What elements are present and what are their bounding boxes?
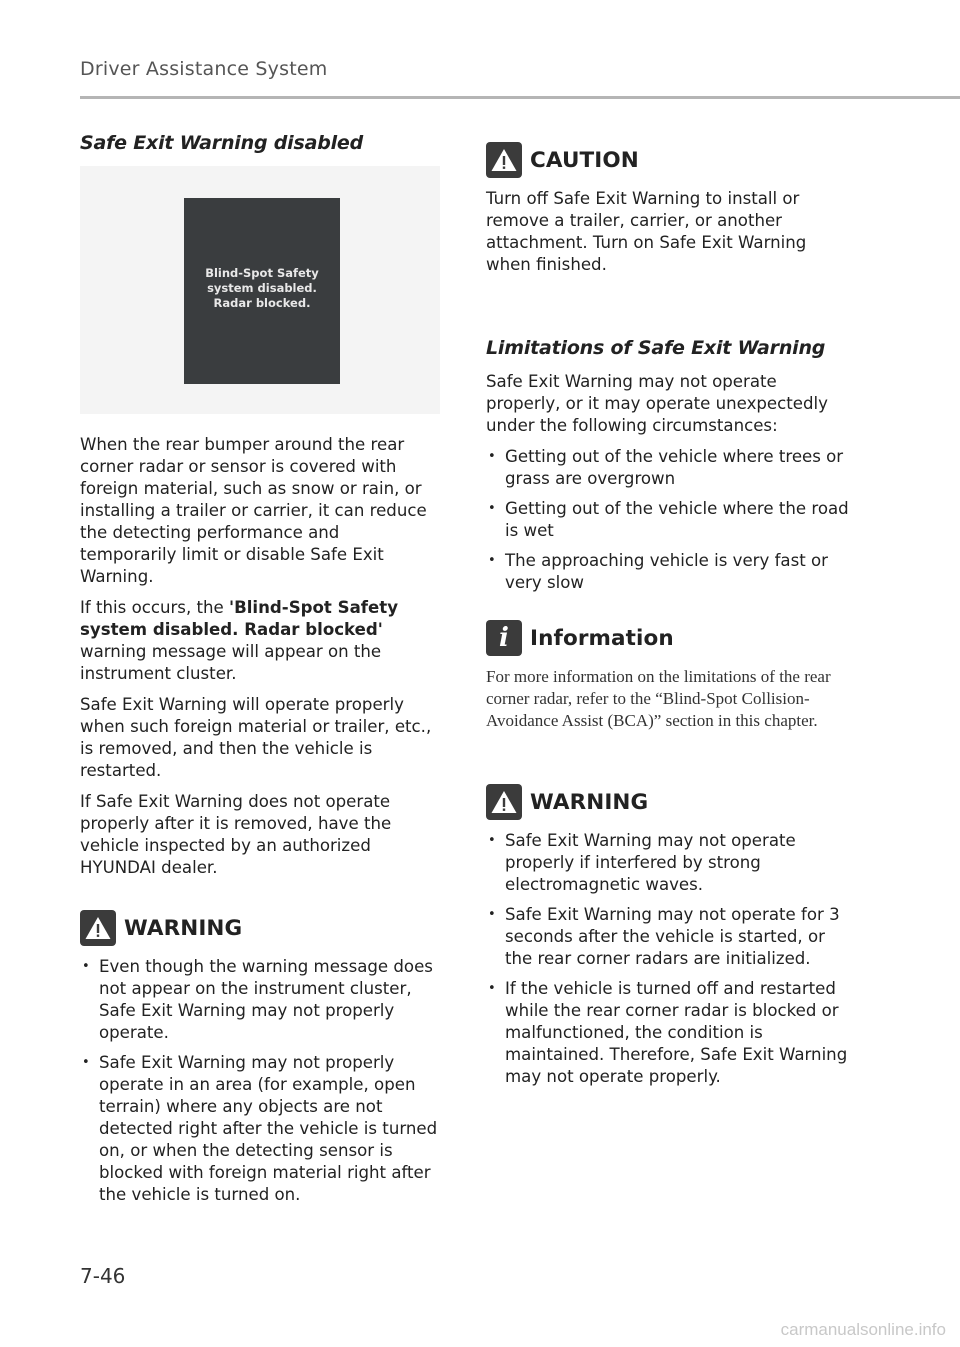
warning-triangle-icon xyxy=(486,142,522,178)
header-divider xyxy=(80,96,960,99)
section-title-disabled: Safe Exit Warning disabled xyxy=(80,132,364,154)
paragraph-restart: Safe Exit Warning will operate properly when such foreign material or trailer, etc., is removed, and then the vehicle is restarted. xyxy=(80,695,432,780)
page-header-title: Driver Assistance System xyxy=(80,58,328,80)
list-item: • Getting out of the vehicle where the road is wet xyxy=(486,498,850,542)
warning-list-right xyxy=(486,830,850,1088)
cluster-message: Blind-Spot Safety system disabled. Radar blocked. xyxy=(205,265,319,310)
caution-label: CAUTION xyxy=(530,147,639,173)
right-column xyxy=(486,142,850,1096)
paragraph-message xyxy=(80,597,440,685)
warning-list-left xyxy=(80,956,440,1206)
caution-text: Turn off Safe Exit Warning to install or remove a trailer, carrier, or another attachment. Turn on Safe Exit Warning when finished. xyxy=(486,189,807,274)
warning-triangle-icon xyxy=(80,910,116,946)
section-title-limitations: Limitations of Safe Exit Warning xyxy=(486,337,826,359)
cluster-figure xyxy=(80,166,440,414)
warning-triangle-icon xyxy=(486,784,522,820)
paragraph-dealer: If Safe Exit Warning does not operate properly after it is removed, have the vehicle inspected by an authorized HYUNDAI dealer. xyxy=(80,792,392,877)
list-item: • Safe Exit Warning may not properly operate in an area (for example, open terrain) where any objects are not detected right after the vehicle is turned on, or when the detecting sensor is blocked with foreign material right after the vehicle is turned on. xyxy=(80,1052,440,1206)
list-item: • The approaching vehicle is very fast or very slow xyxy=(486,550,850,594)
paragraph-message-prefix: If this occurs, the xyxy=(80,598,230,617)
page-number: 7-46 xyxy=(80,1264,126,1288)
list-item: • Safe Exit Warning may not operate for 3 seconds after the vehicle is started, or the rear corner radars are initialized. xyxy=(486,904,850,970)
warning-callout-right xyxy=(486,784,850,820)
list-item: • Safe Exit Warning may not operate properly if interfered by strong electromagnetic waves. xyxy=(486,830,850,896)
watermark-text: carmanualsonline.info xyxy=(780,1320,946,1339)
list-item: • Getting out of the vehicle where trees or grass are overgrown xyxy=(486,446,850,490)
limitations-list xyxy=(486,446,850,594)
paragraph-covered: When the rear bumper around the rear corner radar or sensor is covered with foreign material, such as snow or rain, or installing a trailer or carrier, it can reduce the detecting performance and temporarily limit or disable Safe Exit Warning. xyxy=(80,435,427,586)
left-column xyxy=(80,132,440,1214)
warning-message-quote: 'Blind-Spot Safety system disabled. Radar blocked' xyxy=(80,598,399,639)
info-icon: i xyxy=(486,620,522,656)
caution-callout xyxy=(486,142,850,178)
warning-callout-left xyxy=(80,910,440,946)
warning-label-left: WARNING xyxy=(124,915,243,941)
cluster-display xyxy=(184,198,340,384)
information-callout xyxy=(486,620,850,656)
information-text: For more information on the limitations of the rear corner radar, refer to the “Blind-Spot Collision-Avoidance Assist (BCA)” section in this chapter. xyxy=(486,667,831,730)
limitations-intro: Safe Exit Warning may not operate properly, or it may operate unexpectedly under the following circumstances: xyxy=(486,372,828,435)
list-item: • Even though the warning message does not appear on the instrument cluster, Safe Exit Warning may not properly operate. xyxy=(80,956,440,1044)
warning-label-right: WARNING xyxy=(530,789,649,815)
information-label: Information xyxy=(530,625,674,651)
paragraph-message-suffix: warning message will appear on the instrument cluster. xyxy=(80,642,382,683)
list-item: • If the vehicle is turned off and restarted while the rear corner radar is blocked or malfunctioned, the condition is maintained. Therefore, Safe Exit Warning may not operate properly. xyxy=(486,978,850,1088)
